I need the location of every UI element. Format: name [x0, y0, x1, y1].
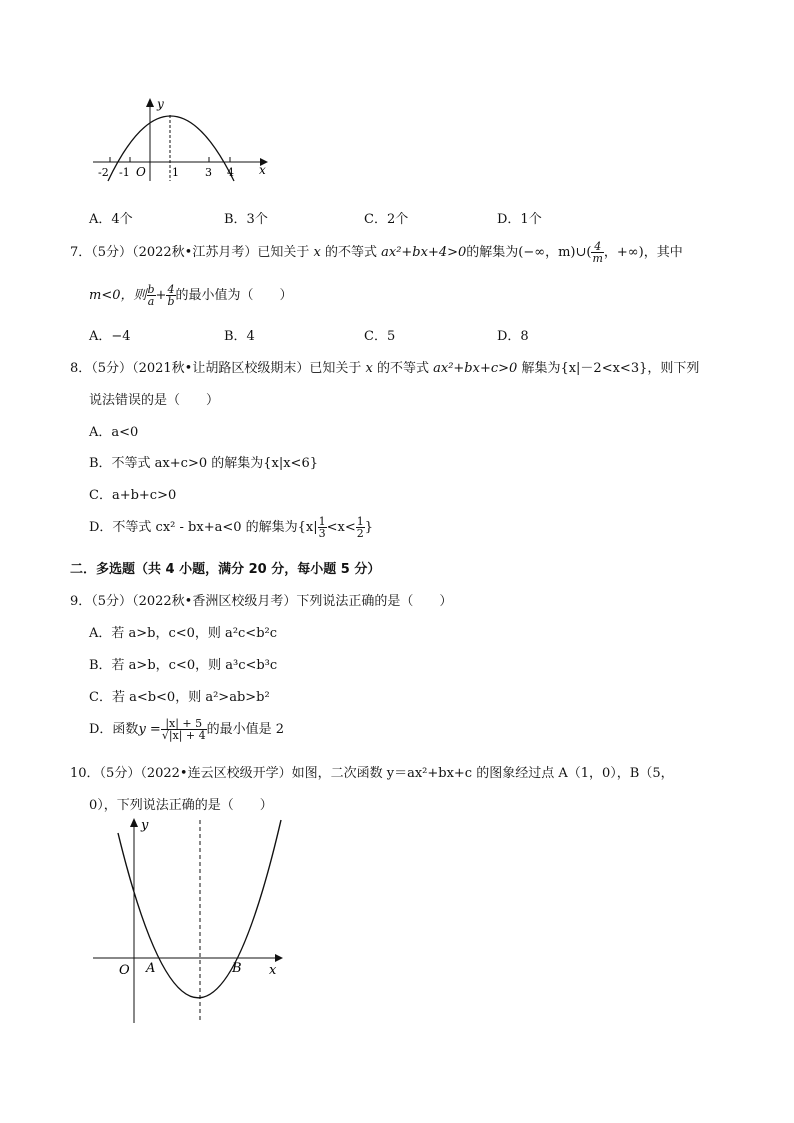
q7-inequality: ax²+bx+4>0: [381, 245, 467, 260]
q10-line2: 0），下列说法正确的是（ ）: [89, 798, 273, 813]
q9-option-d: D．函数y = $\frac{|x| + 5}{√|x| + 4}$ 的最小值是 2: [89, 717, 285, 742]
q8-line2: 说法错误的是（ ）: [89, 393, 220, 408]
graph-1-parabola: [88, 95, 278, 185]
graph2-curve: [118, 820, 281, 998]
q6-option-b: B．3个: [224, 212, 268, 227]
q6-option-d: D．1个: [497, 212, 542, 227]
graph2-y-arrow: [130, 818, 138, 827]
q8-source: （2021秋•让胡路区校级期末）: [132, 361, 310, 376]
q7-line2: m<0，则 $\frac{b}{a}$ + $\frac{4}{b}$ 的最小值为（ ）: [89, 283, 293, 308]
q7-fraction: $\frac{4}{m}$: [592, 240, 603, 265]
q6-option-c: C．2个: [364, 212, 409, 227]
graph2-x-arrow: [275, 954, 283, 962]
graph1-origin: O: [136, 165, 146, 179]
q8-option-b: B．不等式 ax+c>0 的解集为{x|x<6}: [89, 456, 318, 471]
q9-option-a: A．若 a>b，c<0，则 a²c<b²c: [89, 626, 278, 641]
q7-option-b: B．4: [224, 329, 255, 344]
graph-2-parabola: [88, 815, 293, 1025]
q8-line1: 8．（5分）（2021秋•让胡路区校级期末）已知关于 x 的不等式 ax²+bx+c>0 解集为{x|－2<x<3}，则下列: [70, 361, 700, 376]
graph1-tick-3: 3: [205, 166, 212, 179]
q7-line1: 7．（5分）（2022秋•江苏月考）已知关于 x 的不等式 ax²+bx+4>0的解集为(−∞，m)∪( $\frac{4}{m}$ ，+∞)，其中: [70, 240, 683, 265]
graph2-x-label: x: [269, 963, 277, 978]
q6-option-a: A．4个: [89, 212, 133, 227]
q9-line1: 9．（5分）（2022秋•香洲区校级月考）下列说法正确的是（ ）: [70, 594, 453, 609]
q10-source: （2022•连云区校级开学）: [140, 766, 292, 781]
q7-option-c: C．5: [364, 329, 396, 344]
q10-line1: 10．（5分）（2022•连云区校级开学）如图，二次函数 y＝ax²+bx+c 的图象经过点 A（1，0），B（5，: [70, 766, 674, 781]
graph1-tick-1: 1: [172, 166, 179, 179]
graph1-tick-neg2: -2: [98, 166, 109, 179]
graph1-tick-4: 4: [227, 166, 234, 179]
q8-option-c: C．a+b+c>0: [89, 488, 177, 503]
q8-option-d: D．不等式 cx² - bx+a<0 的解集为{x| $\frac{1}{3}$ <x< $\frac{1}{2}$ }: [89, 515, 374, 540]
graph2-point-a: A: [146, 961, 156, 976]
q7-score: （5分）: [91, 245, 133, 260]
graph2-origin: O: [119, 963, 130, 978]
graph1-tick-neg1: -1: [119, 166, 130, 179]
graph1-x-label: x: [259, 163, 266, 177]
graph1-y-arrow: [146, 98, 154, 107]
q9-option-c: C．若 a<b<0，则 a²>ab>b²: [89, 690, 270, 705]
graph1-y-label: y: [157, 97, 164, 111]
q7-source: （2022秋•江苏月考）: [132, 245, 258, 260]
q7-option-d: D．8: [497, 329, 529, 344]
graph2-point-b: B: [232, 961, 242, 976]
q8-option-a: A．a<0: [89, 425, 139, 440]
q7-option-a: A．−4: [89, 329, 131, 344]
q9-source: （2022秋•香洲区校级月考）: [132, 594, 297, 609]
q7-number: 7．: [70, 245, 92, 260]
q9-option-b: B．若 a>b，c<0，则 a³c<b³c: [89, 658, 278, 673]
section-title: 二．多选题（共 4 小题，满分 20 分，每小题 5 分）: [70, 562, 381, 577]
graph2-y-label: y: [141, 818, 149, 833]
